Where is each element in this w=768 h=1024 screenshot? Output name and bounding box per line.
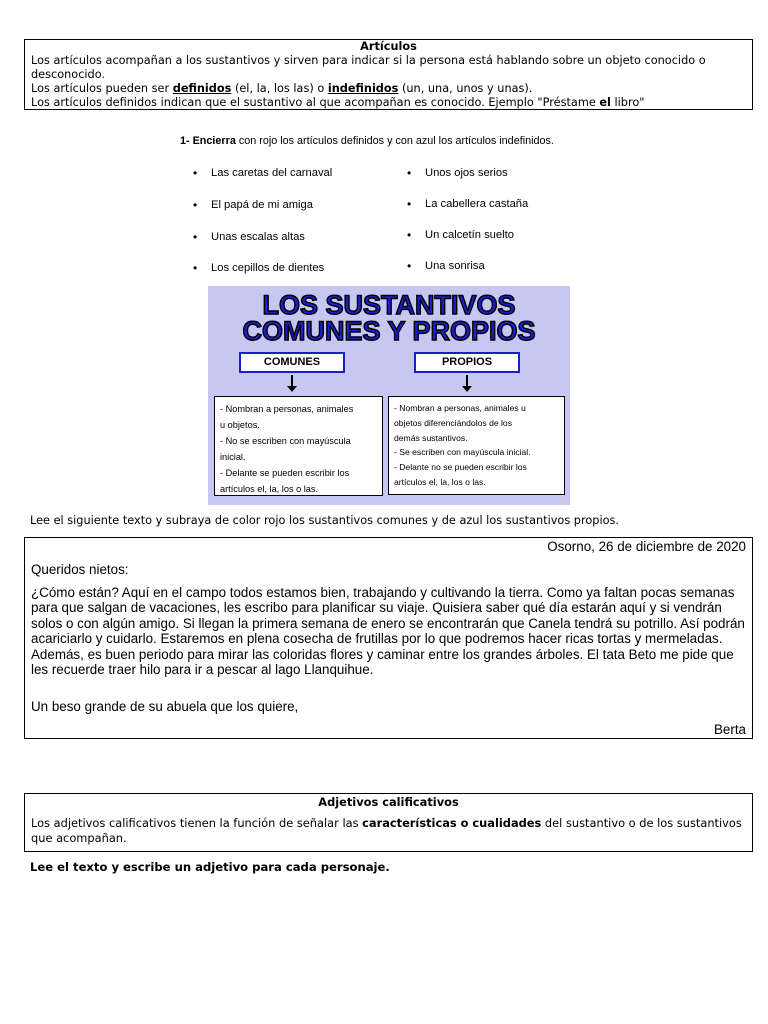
comunes-description <box>214 396 383 496</box>
arrow-down-icon <box>291 375 293 389</box>
desc-line: u objetos. <box>220 420 260 430</box>
letter-box <box>24 537 753 739</box>
exercise-number: 1- <box>180 135 193 147</box>
desc-line: - Delante se pueden escribir los <box>220 468 350 478</box>
exercise-verb: Encierra <box>192 135 236 147</box>
definidos-term: definidos <box>172 82 232 95</box>
desc-line: - Nombran a personas, animales u <box>394 403 526 413</box>
letter-body: ¿Cómo están? Aquí en el campo todos estamos bien, trabajando y cultivando la tierra. Como ya faltan pocas semanas para que salgan de vacaciones, les escribo para planificar su viaje. Quisiera saber qué día estarán aquí y si vendrán solos o con algún amigo. Si llegan la primera semana de enero se encontrarán que Canela tendrá su potrillo. Así podrán acariciarlo y cuidarlo. Estaremos en plena cosecha de frutillas por lo que podremos hacer ricas tortas y mermeladas. Además, es buen periodo para mirar las coloridas flores y caminar entre los grandes árboles. El tata Beto me pide que les recuerde traer hilo para ir a pescar al lago Llanquihue. <box>31 585 745 678</box>
desc-line: artículos el, la, los o las. <box>220 484 319 494</box>
comunes-header: COMUNES <box>239 352 345 373</box>
adjetivos-text <box>31 816 746 846</box>
exercise-text: con rojo los artículos definidos y con azul los artículos indefinidos. <box>235 135 554 147</box>
desc-line: - No se escriben con mayúscula <box>220 436 351 446</box>
text: (un, una, unos y unas). <box>398 82 533 95</box>
propios-header: PROPIOS <box>414 352 520 373</box>
list-item: • Las caretas del carnaval <box>211 167 332 179</box>
letter-greeting: Queridos nietos: <box>31 562 129 577</box>
text: del sustantivo o de los sustantivos que acompañan. <box>31 816 742 845</box>
list-item: • Unos ojos serios <box>425 167 508 179</box>
adjetivos-box <box>24 793 753 852</box>
text: Los artículos definidos indican que el sustantivo al que acompañan es conocido. Ejemplo "Préstame <box>31 96 600 109</box>
adjetivos-title: Adjetivos calificativos <box>318 795 459 809</box>
desc-line: inicial. <box>220 452 246 462</box>
desc-line: demás sustantivos. <box>394 432 468 443</box>
desc-line: - Se escriben con mayúscula inicial. <box>394 447 531 458</box>
indefinidos-term: indefinidos <box>327 82 399 95</box>
exercise-1 <box>0 0 768 290</box>
desc-line: - Delante no se pueden escribir los <box>394 462 527 473</box>
letter-date: Osorno, 26 de diciembre de 2020 <box>547 539 746 554</box>
articulos-line1: Los artículos acompañan a los sustantivos y sirven para indicar si la persona está hablando sobre un objeto conocido o desconocido. <box>31 54 706 81</box>
list-item: • Una sonrisa <box>425 260 485 272</box>
desc-line: artículos el, la, los o las. <box>394 476 486 487</box>
example-article: el <box>599 96 611 109</box>
sustantivos-panel <box>208 286 570 505</box>
articulos-title: Artículos <box>360 40 417 53</box>
propios-description <box>388 396 565 495</box>
adjective-task: Lee el texto y escribe un adjetivo para cada personaje. <box>30 860 390 874</box>
exercise-1-title <box>180 135 554 147</box>
list-item: • Un calcetín suelto <box>425 229 514 241</box>
text: Los adjetivos calificativos tienen la función de señalar las <box>31 816 363 830</box>
reading-instruction: Lee el siguiente texto y subraya de color rojo los sustantivos comunes y de azul los sustantivos propios. <box>30 514 619 527</box>
arrow-down-icon <box>466 375 468 389</box>
text: libro" <box>610 96 645 109</box>
text: (el, la, los las) o <box>231 82 328 95</box>
letter-closing: Un beso grande de su abuela que los quiere, <box>31 699 299 714</box>
text: Los artículos pueden ser <box>31 82 173 95</box>
letter-signature: Berta <box>713 722 746 737</box>
list-item: • Los cepillos de dientes <box>211 262 324 274</box>
panel-title-line1: LOS SUSTANTIVOS <box>262 290 516 320</box>
desc-line: objetos diferenciándolos de los <box>394 417 513 428</box>
panel-title-line2: COMUNES Y PROPIOS <box>242 316 536 346</box>
highlighted-term: características o cualidades <box>362 816 542 830</box>
list-item: • El papá de mi amiga <box>211 199 313 211</box>
desc-line: - Nombran a personas, animales <box>220 404 354 414</box>
list-item: • Unas escalas altas <box>211 231 305 243</box>
list-item: • La cabellera castaña <box>425 198 528 210</box>
